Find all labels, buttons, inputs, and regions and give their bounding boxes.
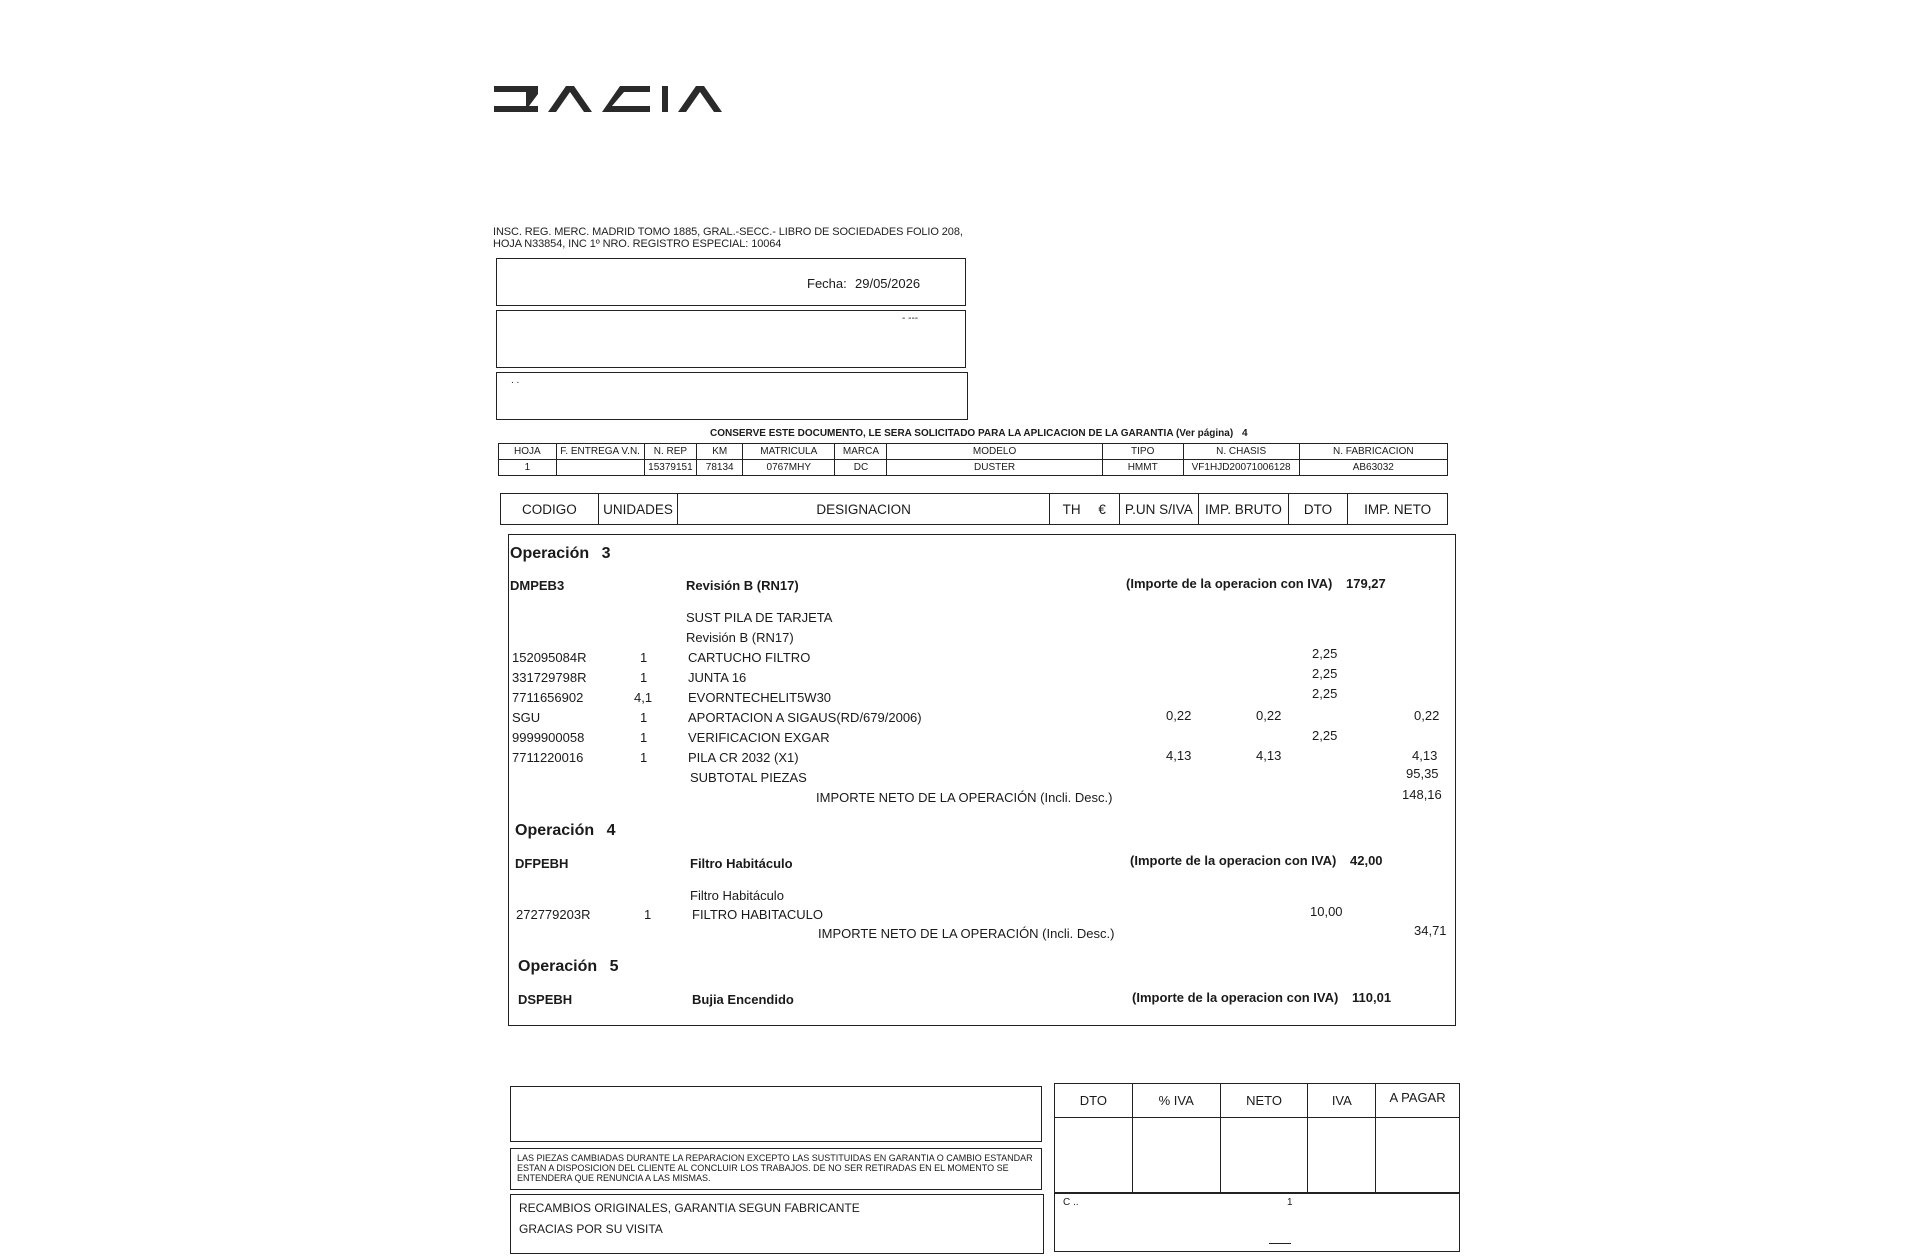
vehicle-value-cell: 78134	[697, 460, 743, 476]
line-dto: 2,25	[1312, 728, 1338, 743]
payment-box-underline	[1269, 1243, 1291, 1244]
registry-line-2: HOJA N33854, INC 1º NRO. REGISTRO ESPECIAL: 10064	[493, 238, 782, 250]
date-label: Fecha:	[807, 276, 847, 291]
col-pun: P.UN S/IVA	[1119, 494, 1199, 525]
op5-importe-label: (Importe de la operacion con IVA)	[1132, 990, 1339, 1005]
line-code: SGU	[512, 710, 541, 725]
op3-importe-value: 179,27	[1346, 576, 1386, 591]
col-th-label: TH	[1062, 501, 1081, 517]
totals-value-row	[1055, 1118, 1460, 1194]
line-units: 1	[640, 650, 648, 665]
vehicle-table-header	[499, 444, 1448, 460]
vehicle-value-cell: VF1HJD20071006128	[1183, 460, 1299, 476]
date-value: 29/05/2026	[855, 276, 921, 291]
line-code: 331729798R	[512, 670, 587, 685]
totals-header-dto: DTO	[1055, 1084, 1133, 1118]
op4-name: Filtro Habitáculo	[690, 856, 793, 871]
col-th	[1050, 494, 1120, 525]
line-units: 1	[640, 670, 648, 685]
line-designation: PILA CR 2032 (X1)	[688, 750, 799, 765]
vehicle-value-cell: 15379151	[644, 460, 697, 476]
vehicle-value-cell: 0767MHY	[743, 460, 835, 476]
op3-importe-label: (Importe de la operacion con IVA)	[1126, 576, 1333, 591]
address-box-mark: . .	[511, 375, 520, 386]
lines-column-headers	[500, 493, 1448, 525]
op4-neto-value: 34,71	[1414, 923, 1447, 938]
totals-value-cell	[1220, 1118, 1308, 1194]
warranty-notice	[710, 428, 1248, 439]
line-code: 9999900058	[512, 730, 585, 745]
op5-title	[518, 958, 619, 976]
totals-header-row	[1055, 1084, 1460, 1118]
line-units: 1	[644, 907, 652, 922]
op4-importe-value: 42,00	[1350, 853, 1383, 868]
line-code: 152095084R	[512, 650, 587, 665]
op3-neto-label: IMPORTE NETO DE LA OPERACIÓN (Incli. Desc.)	[816, 790, 1113, 805]
line-code: 7711656902	[512, 690, 584, 705]
registry-info	[493, 226, 963, 250]
line-designation: FILTRO HABITACULO	[692, 907, 823, 922]
line-units: 1	[640, 750, 648, 765]
footer-notice-box	[510, 1148, 1042, 1190]
op4-title	[515, 822, 616, 840]
vehicle-header-cell: MODELO	[887, 444, 1102, 460]
vehicle-value-cell: AB63032	[1299, 460, 1447, 476]
vehicle-header-cell: TIPO	[1102, 444, 1183, 460]
customer-box-mark: - ---	[902, 313, 919, 324]
line-designation: CARTUCHO FILTRO	[688, 650, 811, 665]
line-dto: 2,25	[1312, 666, 1338, 681]
line-neto: 0,22	[1414, 708, 1440, 723]
totals-table	[1054, 1083, 1460, 1194]
totals-value-cell	[1132, 1118, 1220, 1194]
vehicle-value-cell: 1	[499, 460, 557, 476]
line-pun: 0,22	[1166, 708, 1192, 723]
col-designacion: DESIGNACION	[678, 494, 1050, 525]
col-unidades: UNIDADES	[598, 494, 678, 525]
vehicle-value-cell: HMMT	[1102, 460, 1183, 476]
vehicle-value-cell: DC	[835, 460, 887, 476]
address-box	[496, 372, 968, 420]
line-units: 4,1	[634, 690, 653, 705]
op3-subtotal-value: 95,35	[1406, 766, 1439, 781]
vehicle-value-cell	[556, 460, 644, 476]
vehicle-table-row	[499, 460, 1448, 476]
line-designation: JUNTA 16	[688, 670, 747, 685]
op4-code: DFPEBH	[515, 856, 569, 871]
line-designation: VERIFICACION EXGAR	[688, 730, 830, 745]
vehicle-value-cell: DUSTER	[887, 460, 1102, 476]
line-code: 272779203R	[516, 907, 591, 922]
op3-description-1: SUST PILA DE TARJETA	[686, 610, 833, 625]
vehicle-header-cell: N. REP	[644, 444, 697, 460]
vehicle-header-cell: N. FABRICACION	[1299, 444, 1447, 460]
totals-header-iva-pct: % IVA	[1132, 1084, 1220, 1118]
op3-subtotal-label: SUBTOTAL PIEZAS	[690, 770, 807, 785]
op3-title	[510, 545, 611, 563]
line-dto: 2,25	[1312, 646, 1338, 661]
op4-neto-label: IMPORTE NETO DE LA OPERACIÓN (Incli. Desc.)	[818, 926, 1115, 941]
line-neto: 4,13	[1412, 748, 1438, 763]
line-designation: EVORNTECHELIT5W30	[688, 690, 832, 705]
warranty-notice-text: CONSERVE ESTE DOCUMENTO, LE SERA SOLICITADO PARA LA APLICACION DE LA GARANTIA (Ver página)	[710, 428, 1234, 439]
op3-code: DMPEB3	[510, 578, 565, 593]
footer-notice-text: LAS PIEZAS CAMBIADAS DURANTE LA REPARACION EXCEPTO LAS SUSTITUIDAS EN GARANTIA O CAMBIO ESTANDAR ESTAN A DISPOSICION DEL CLIENTE AL CONCLUIR LOS TRABAJOS. DE NO SER RETIRADAS EN EL MOMENTO SE ENTENDERA QUE RENUNCIA A LAS MISMAS.	[517, 1153, 1033, 1183]
op3-number: 3	[601, 545, 611, 562]
op3-title-label: Operación	[510, 545, 590, 562]
operations-box	[508, 534, 1456, 1026]
date-box	[496, 258, 966, 306]
op4-number: 4	[606, 822, 616, 839]
customer-box	[496, 310, 966, 368]
footer-blank-box	[510, 1086, 1042, 1142]
line-pun: 4,13	[1166, 748, 1192, 763]
line-designation: APORTACION A SIGAUS(RD/679/2006)	[688, 710, 922, 725]
registry-line-1: INSC. REG. MERC. MADRID TOMO 1885, GRAL.-SECC.- LIBRO DE SOCIEDADES FOLIO 208,	[493, 226, 963, 238]
col-bruto: IMP. BRUTO	[1199, 494, 1289, 525]
op3-description-2: Revisión B (RN17)	[686, 630, 794, 645]
op3-neto-value: 148,16	[1402, 787, 1442, 802]
payment-box-mark-right: 1	[1287, 1197, 1293, 1208]
op5-code: DSPEBH	[518, 992, 573, 1007]
totals-header-iva: IVA	[1308, 1084, 1376, 1118]
vehicle-header-cell: F. ENTREGA V.N.	[556, 444, 644, 460]
line-code: 7711220016	[512, 750, 584, 765]
totals-payment-box	[1054, 1192, 1460, 1252]
line-dto: 10,00	[1310, 904, 1343, 919]
totals-value-cell	[1376, 1118, 1460, 1194]
line-units: 1	[640, 710, 648, 725]
vehicle-header-cell: HOJA	[499, 444, 557, 460]
vehicle-header-cell: MARCA	[835, 444, 887, 460]
col-dto: DTO	[1288, 494, 1347, 525]
op4-description: Filtro Habitáculo	[690, 888, 784, 903]
col-euro-label: €	[1098, 501, 1106, 517]
line-dto: 2,25	[1312, 686, 1338, 701]
op4-title-label: Operación	[515, 822, 595, 839]
dacia-logo	[490, 80, 730, 120]
op5-name: Bujia Encendido	[692, 992, 794, 1007]
line-bruto: 0,22	[1256, 708, 1282, 723]
col-codigo: CODIGO	[501, 494, 599, 525]
op5-title-label: Operación	[518, 958, 598, 975]
payment-box-mark-left: C ..	[1063, 1197, 1079, 1208]
vehicle-header-cell: MATRICULA	[743, 444, 835, 460]
totals-value-cell	[1055, 1118, 1133, 1194]
vehicle-header-cell: KM	[697, 444, 743, 460]
footer-line-1: RECAMBIOS ORIGINALES, GARANTIA SEGUN FABRICANTE	[519, 1201, 860, 1215]
op3-name: Revisión B (RN17)	[686, 578, 799, 593]
col-neto: IMP. NETO	[1348, 494, 1448, 525]
vehicle-table	[498, 443, 1448, 476]
warranty-notice-page: 4	[1241, 428, 1248, 439]
op5-number: 5	[609, 958, 619, 975]
totals-header-neto: NETO	[1220, 1084, 1308, 1118]
line-bruto: 4,13	[1256, 748, 1282, 763]
vehicle-header-cell: N. CHASIS	[1183, 444, 1299, 460]
line-units: 1	[640, 730, 648, 745]
op4-importe-label: (Importe de la operacion con IVA)	[1130, 853, 1337, 868]
op5-importe-value: 110,01	[1352, 990, 1392, 1005]
footer-message-box	[510, 1194, 1044, 1254]
totals-value-cell	[1308, 1118, 1376, 1194]
footer-line-2: GRACIAS POR SU VISITA	[519, 1222, 663, 1236]
totals-header-a-pagar: A PAGAR	[1376, 1084, 1460, 1118]
